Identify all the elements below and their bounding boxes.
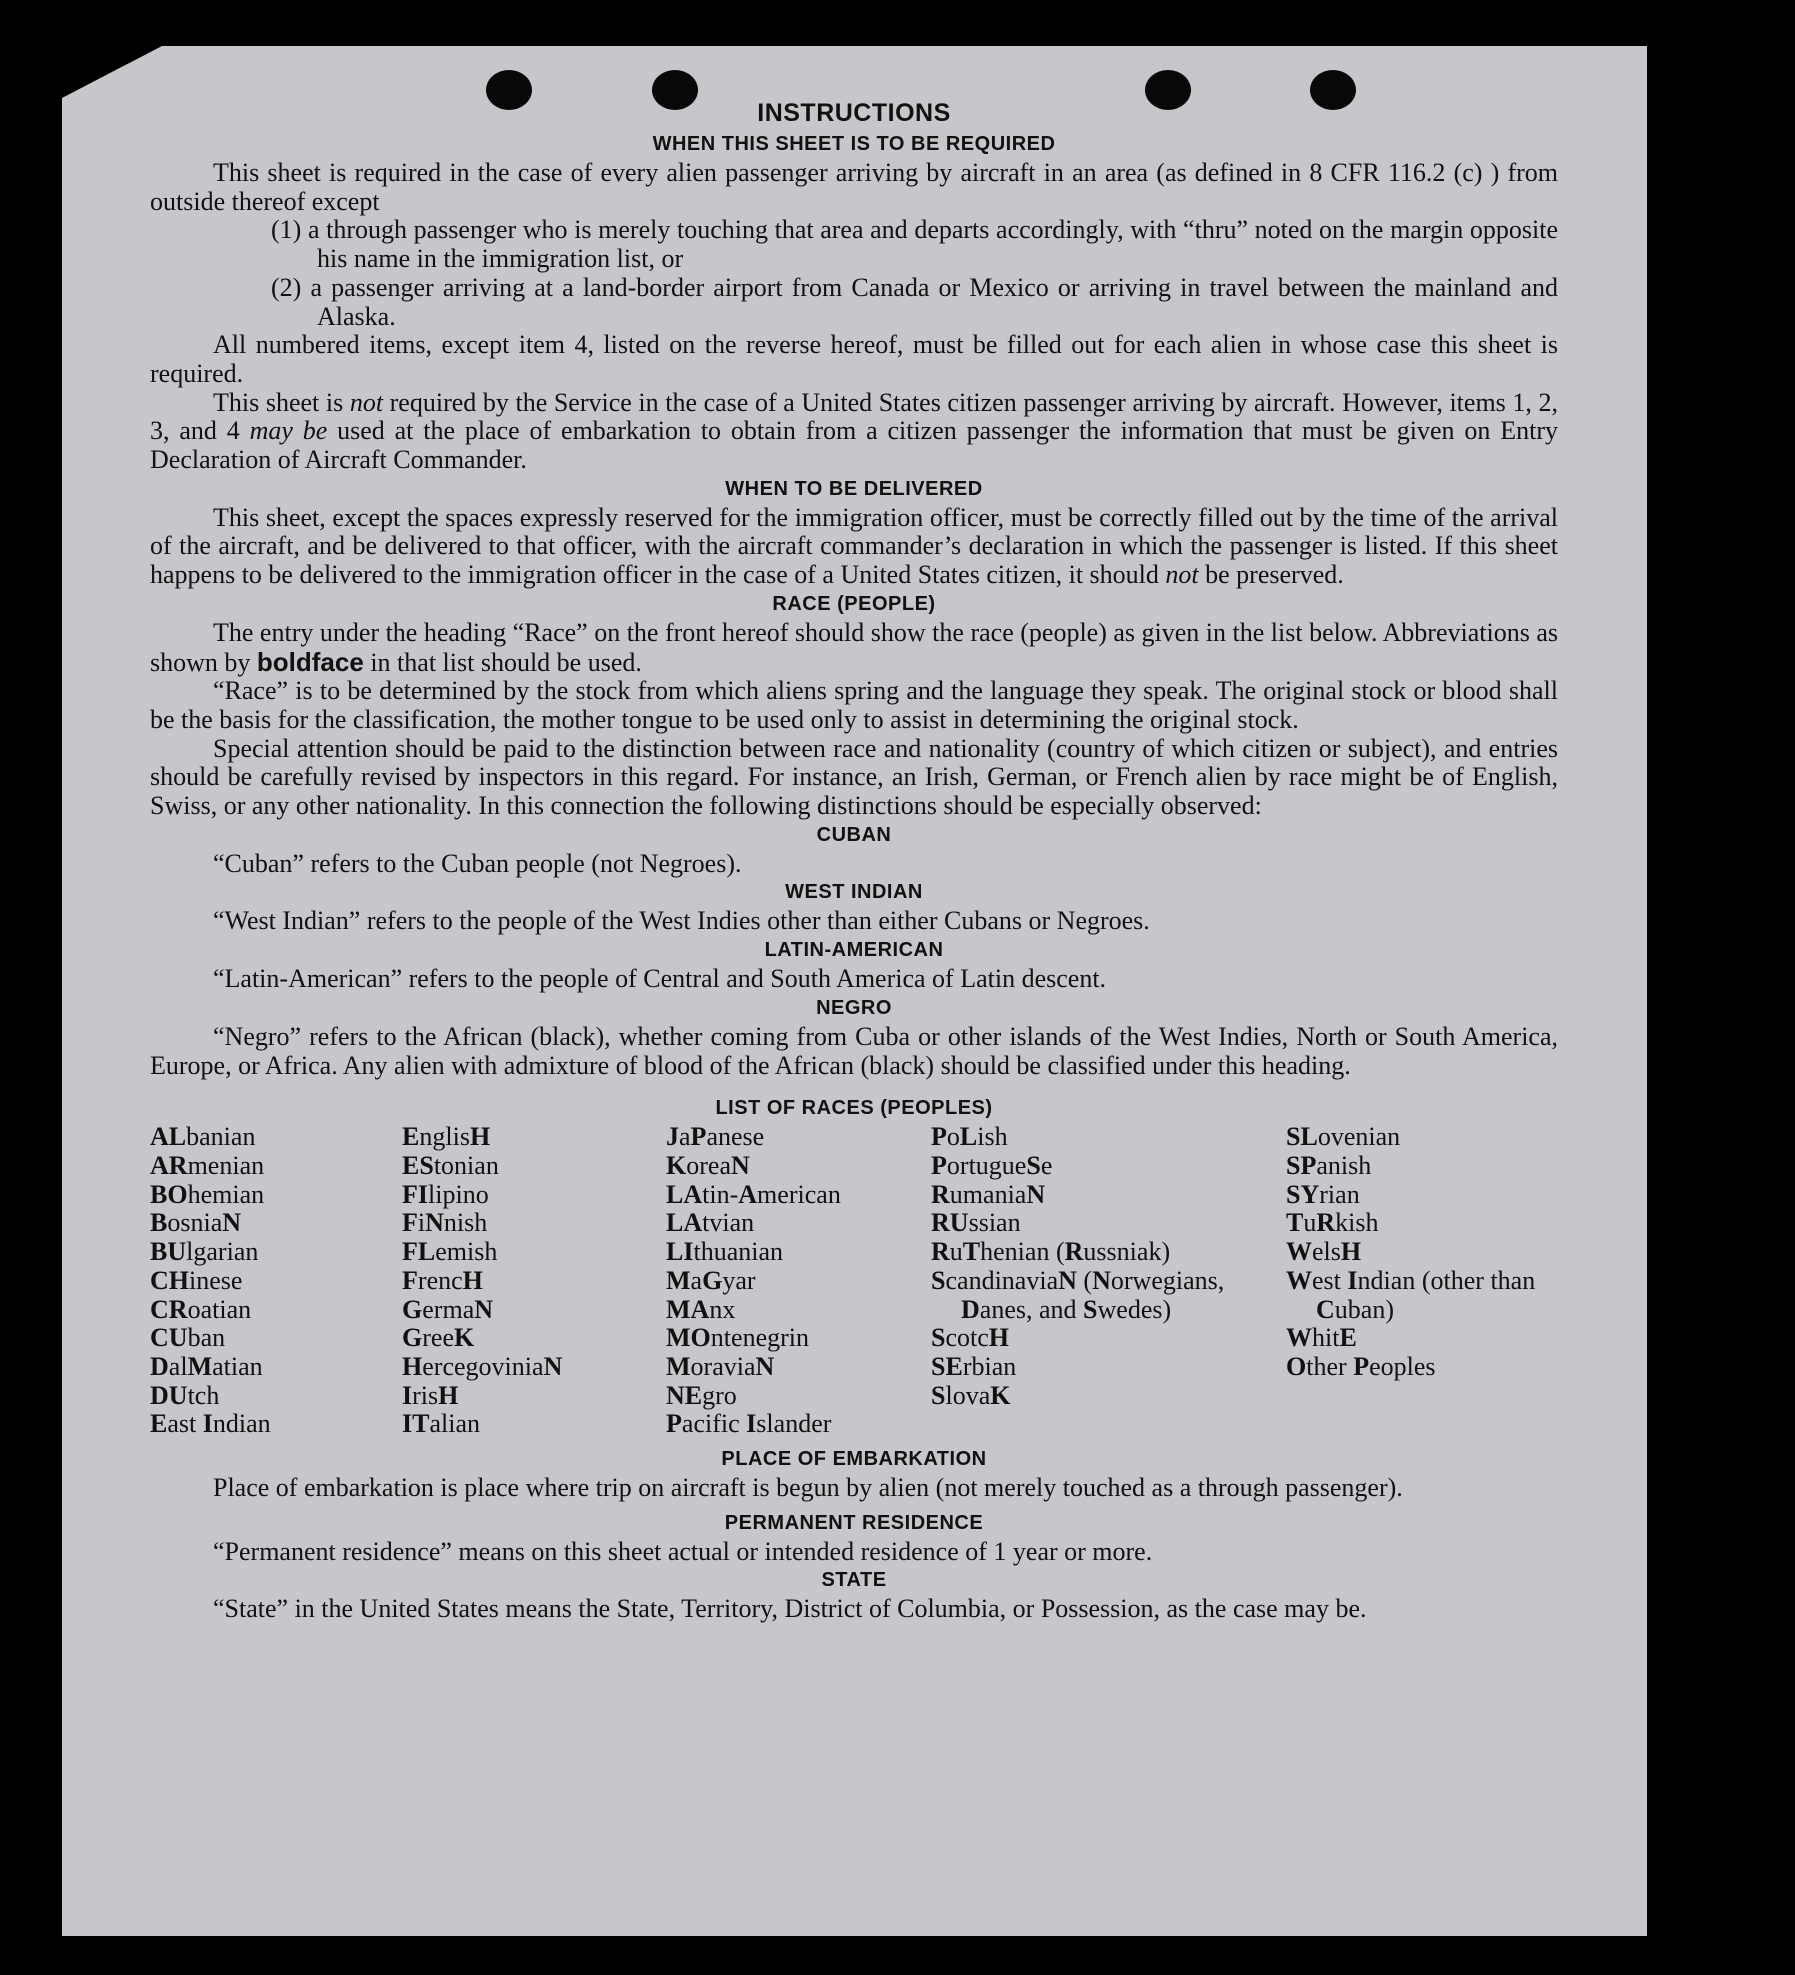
race-entry: LAtvian <box>666 1208 755 1238</box>
races-column <box>931 1123 1286 1439</box>
race-entry: IrisH <box>402 1380 459 1410</box>
race-entry: EStonian <box>402 1150 499 1180</box>
race-entry: KoreaN <box>666 1150 750 1180</box>
instructions-content <box>150 97 1558 1624</box>
paragraph: “State” in the United States means the State, Territory, District of Columbia, or Possession, as the case may be. <box>213 1594 1367 1624</box>
race-entry: East Indian <box>150 1409 271 1439</box>
race-entry: SYrian <box>1286 1179 1360 1209</box>
page-title: INSTRUCTIONS <box>757 99 951 127</box>
race-entry: RumaniaN <box>931 1179 1046 1209</box>
race-entry: CHinese <box>150 1265 243 1295</box>
race-entry: GermaN <box>402 1294 494 1324</box>
section-heading: WEST INDIAN <box>785 881 923 904</box>
paragraph: “Permanent residence” means on this sheet actual or intended residence of 1 year or more. <box>213 1536 1153 1566</box>
race-entry: SLovenian <box>1286 1122 1401 1152</box>
paragraph: This sheet is not required by the Service in the case of a United States citizen passenger arriving by aircraft. However, items 1, 2, 3, and 4 may be used at the place of embarkation to obtain from a citizen passenger the information that must be given on Entry Declaration of Aircraft Commander. <box>150 387 1558 475</box>
list-item: (2) a passenger arriving at a land-border airport from Canada or Mexico or arriving in travel between the mainland and Alaska. <box>271 272 1558 331</box>
race-entry: DalMatian <box>150 1351 263 1381</box>
race-entry: SPanish <box>1286 1150 1372 1180</box>
paragraph: “Race” is to be determined by the stock from which aliens spring and the language they speak. The original stock or blood shall be the basis for the classification, the mother tongue to be used only to assist in determining the original stock. <box>150 676 1558 734</box>
paragraph: “Latin-American” refers to the people of Central and South America of Latin descent. <box>213 964 1107 994</box>
paragraph: Place of embarkation is place where trip on aircraft is begun by alien (not merely touched as a through passenger). <box>213 1473 1403 1503</box>
section-heading: WHEN TO BE DELIVERED <box>725 477 983 500</box>
race-entry: PortugueSe <box>931 1150 1053 1180</box>
race-entry: ITalian <box>402 1409 481 1439</box>
race-entry: SlovaK <box>931 1380 1011 1410</box>
race-entry: Other Peoples <box>1286 1351 1436 1381</box>
paragraph: “West Indian” refers to the people of the West Indies other than either Cubans or Negroes. <box>213 906 1150 936</box>
race-entry: BOhemian <box>150 1179 265 1209</box>
race-entry: EnglisH <box>402 1122 491 1152</box>
section-heading: CUBAN <box>816 823 892 846</box>
paragraph: Special attention should be paid to the distinction between race and nationality (country of which citizen or subject), and entries should be carefully revised by inspectors in this regard. For instance, an Irish, German, or French alien by race might be of English, Swiss, or any other nationality. In this connection the following distinctions should be especially observed: <box>150 733 1558 821</box>
paragraph: This sheet is required in the case of every alien passenger arriving by aircraft in an area (as defined in 8 CFR 116.2 (c) ) from outside thereof except <box>150 158 1558 216</box>
race-entry: ScotcH <box>931 1323 1010 1353</box>
race-entry: ALbanian <box>150 1122 256 1152</box>
races-column <box>1286 1123 1558 1439</box>
race-entry: ScandinaviaN (Norwegians, Danes, and Swedes) <box>931 1265 1225 1324</box>
race-entry: LAtin-American <box>666 1179 841 1209</box>
section-heading: PLACE OF EMBARKATION <box>721 1448 987 1471</box>
races-column <box>402 1123 666 1439</box>
section-heading: STATE <box>821 1569 887 1592</box>
list-item: (1) a through passenger who is merely touching that area and departs accordingly, with “thru” noted on the margin opposite his name in the immigration list, or <box>271 215 1558 274</box>
race-entry: FLemish <box>402 1237 498 1267</box>
race-entry: CRoatian <box>150 1294 252 1324</box>
race-entry: MaGyar <box>666 1265 756 1295</box>
race-entry: MAnx <box>666 1294 736 1324</box>
paragraph: “Cuban” refers to the Cuban people (not Negroes). <box>213 848 742 878</box>
section-heading: PERMANENT RESIDENCE <box>724 1511 984 1534</box>
section-heading: WHEN THIS SHEET IS TO BE REQUIRED <box>652 133 1056 155</box>
race-entry: DUtch <box>150 1380 220 1410</box>
paragraph: The entry under the heading “Race” on the front hereof should show the race (people) as given in the list below. Abbreviations as shown by boldface in that list should be used. <box>150 617 1558 677</box>
section-heading: LIST OF RACES (PEOPLES) <box>715 1097 993 1120</box>
section-heading: NEGRO <box>816 996 892 1019</box>
race-entry: WhitE <box>1286 1323 1357 1353</box>
section-heading: RACE (PEOPLE) <box>772 592 936 615</box>
race-entry: FiNnish <box>402 1208 488 1238</box>
race-entry: NEgro <box>666 1380 737 1410</box>
race-entry: PoLish <box>931 1122 1008 1152</box>
race-entry: CUban <box>150 1323 226 1353</box>
race-entry: Pacific Islander <box>666 1409 832 1439</box>
race-entry: FrencH <box>402 1265 483 1295</box>
race-entry: TuRkish <box>1286 1208 1379 1238</box>
race-entry: RUssian <box>931 1208 1021 1238</box>
race-entry: WelsH <box>1286 1237 1362 1267</box>
paragraph: “Negro” refers to the African (black), whether coming from Cuba or other islands of the West Indies, North or South America, Europe, or Africa. Any alien with admixture of blood of the African (black) should be classified under this heading. <box>150 1021 1558 1080</box>
races-table <box>150 1123 1558 1439</box>
race-entry: HercegoviniaN <box>402 1351 563 1381</box>
race-entry: BosniaN <box>150 1208 242 1238</box>
race-entry: BUlgarian <box>150 1237 259 1267</box>
race-entry: ARmenian <box>150 1150 265 1180</box>
race-entry: FIlipino <box>402 1179 489 1209</box>
race-entry: West Indian (other than Cuban) <box>1286 1265 1536 1324</box>
races-column <box>666 1123 931 1439</box>
races-column <box>150 1123 402 1439</box>
race-entry: RuThenian (Russniak) <box>931 1237 1171 1267</box>
race-entry: GreeK <box>402 1323 475 1353</box>
paragraph: This sheet, except the spaces expressly reserved for the immigration officer, must be correctly filled out by the time of the arrival of the aircraft, and be delivered to that officer, with the aircraft commander’s declaration in which the passenger is listed. If this sheet happens to be delivered to the immigration officer in the case of a United States citizen, it should not be preserved. <box>150 502 1558 590</box>
race-entry: MoraviaN <box>666 1351 775 1381</box>
race-entry: SErbian <box>931 1351 1017 1381</box>
paragraph: All numbered items, except item 4, listed on the reverse hereof, must be filled out for each alien in whose case this sheet is required. <box>150 330 1558 388</box>
race-entry: MOntenegrin <box>666 1323 810 1353</box>
race-entry: LIthuanian <box>666 1237 784 1267</box>
section-heading: LATIN-AMERICAN <box>764 939 944 962</box>
race-entry: JaPanese <box>666 1122 765 1152</box>
